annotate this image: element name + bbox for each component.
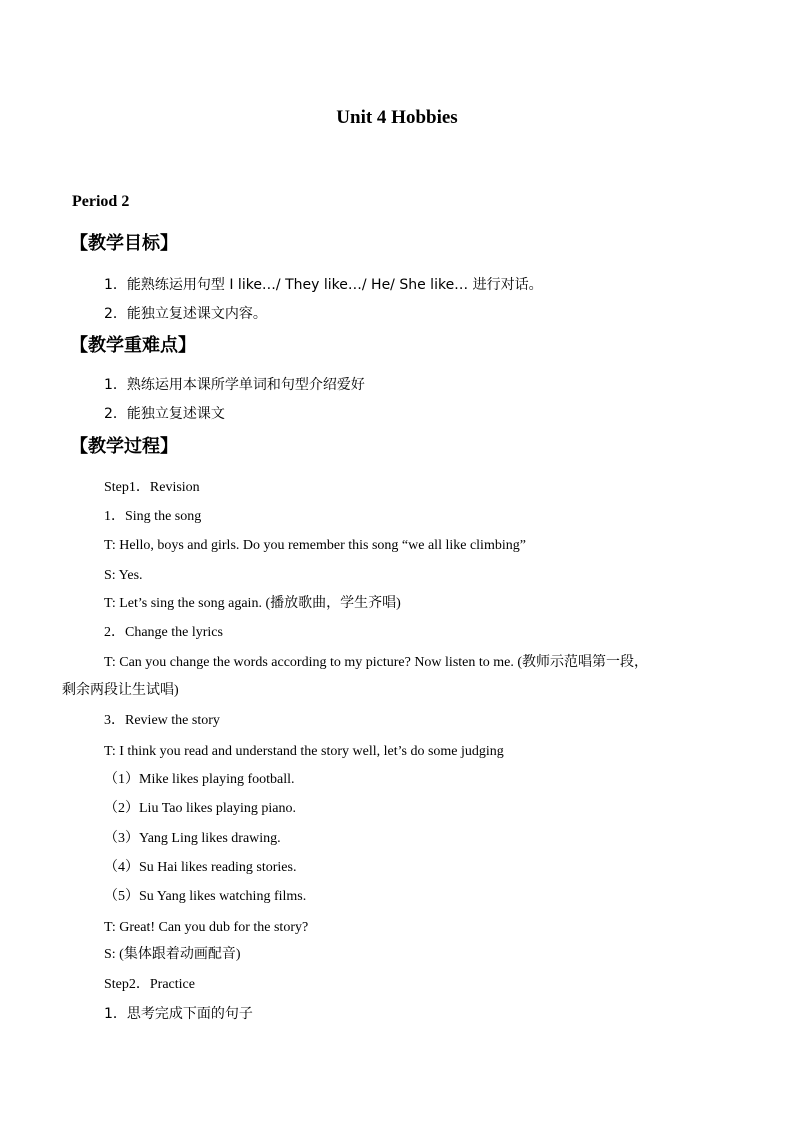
judging-item-4: （4）Su Hai likes reading stories. (104, 860, 297, 875)
objective-item-2: 2．能独立复述课文内容。 (104, 306, 267, 322)
section-heading-objectives: 【教学目标】 (70, 233, 178, 254)
section-heading-key-points: 【教学重难点】 (70, 335, 196, 356)
process-line: 3．Review the story (104, 713, 220, 728)
judging-item-5: （5）Su Yang likes watching films. (104, 889, 307, 904)
judging-item-2: （2）Liu Tao likes playing piano. (104, 801, 297, 816)
process-line: T: Let’s sing the song again. (播放歌曲，学生齐唱) (104, 596, 401, 611)
process-line: T: Hello, boys and girls. Do you remember this song “we all like climbing” (104, 538, 526, 553)
process-line: T: Great! Can you dub for the story? (104, 920, 309, 935)
process-line: 2．Change the lyrics (104, 625, 223, 640)
process-line: 1．Sing the song (104, 509, 202, 524)
key-point-item-1: 1．熟练运用本课所学单词和句型介绍爱好 (104, 377, 365, 393)
paragraph-line-2: 剩余两段让生试唱) (62, 683, 179, 698)
section-heading-process: 【教学过程】 (70, 436, 178, 457)
judging-item-3: （3）Yang Ling likes drawing. (104, 831, 281, 846)
paragraph-line-1: T: Can you change the words according to my picture? Now listen to me. (教师示范唱第一段， (104, 655, 649, 670)
objective-item-1: 1．能熟练运用句型 I like…/ They like…/ He/ She like… 进行对话。 (104, 277, 543, 293)
process-paragraph-change-lyrics (62, 649, 724, 705)
judging-item-1: （1）Mike likes playing football. (104, 772, 295, 787)
document-title: Unit 4 Hobbies (336, 107, 458, 128)
period-heading: Period 2 (72, 193, 130, 210)
process-line: S: (集体跟着动画配音) (104, 947, 241, 962)
process-line: Step2．Practice (104, 977, 195, 992)
process-line: S: Yes. (104, 568, 143, 583)
process-line: 1．思考完成下面的句子 (104, 1006, 253, 1022)
process-line: Step1．Revision (104, 480, 200, 495)
key-point-item-2: 2．能独立复述课文 (104, 406, 225, 422)
process-line: T: I think you read and understand the story well, let’s do some judging (104, 744, 504, 759)
